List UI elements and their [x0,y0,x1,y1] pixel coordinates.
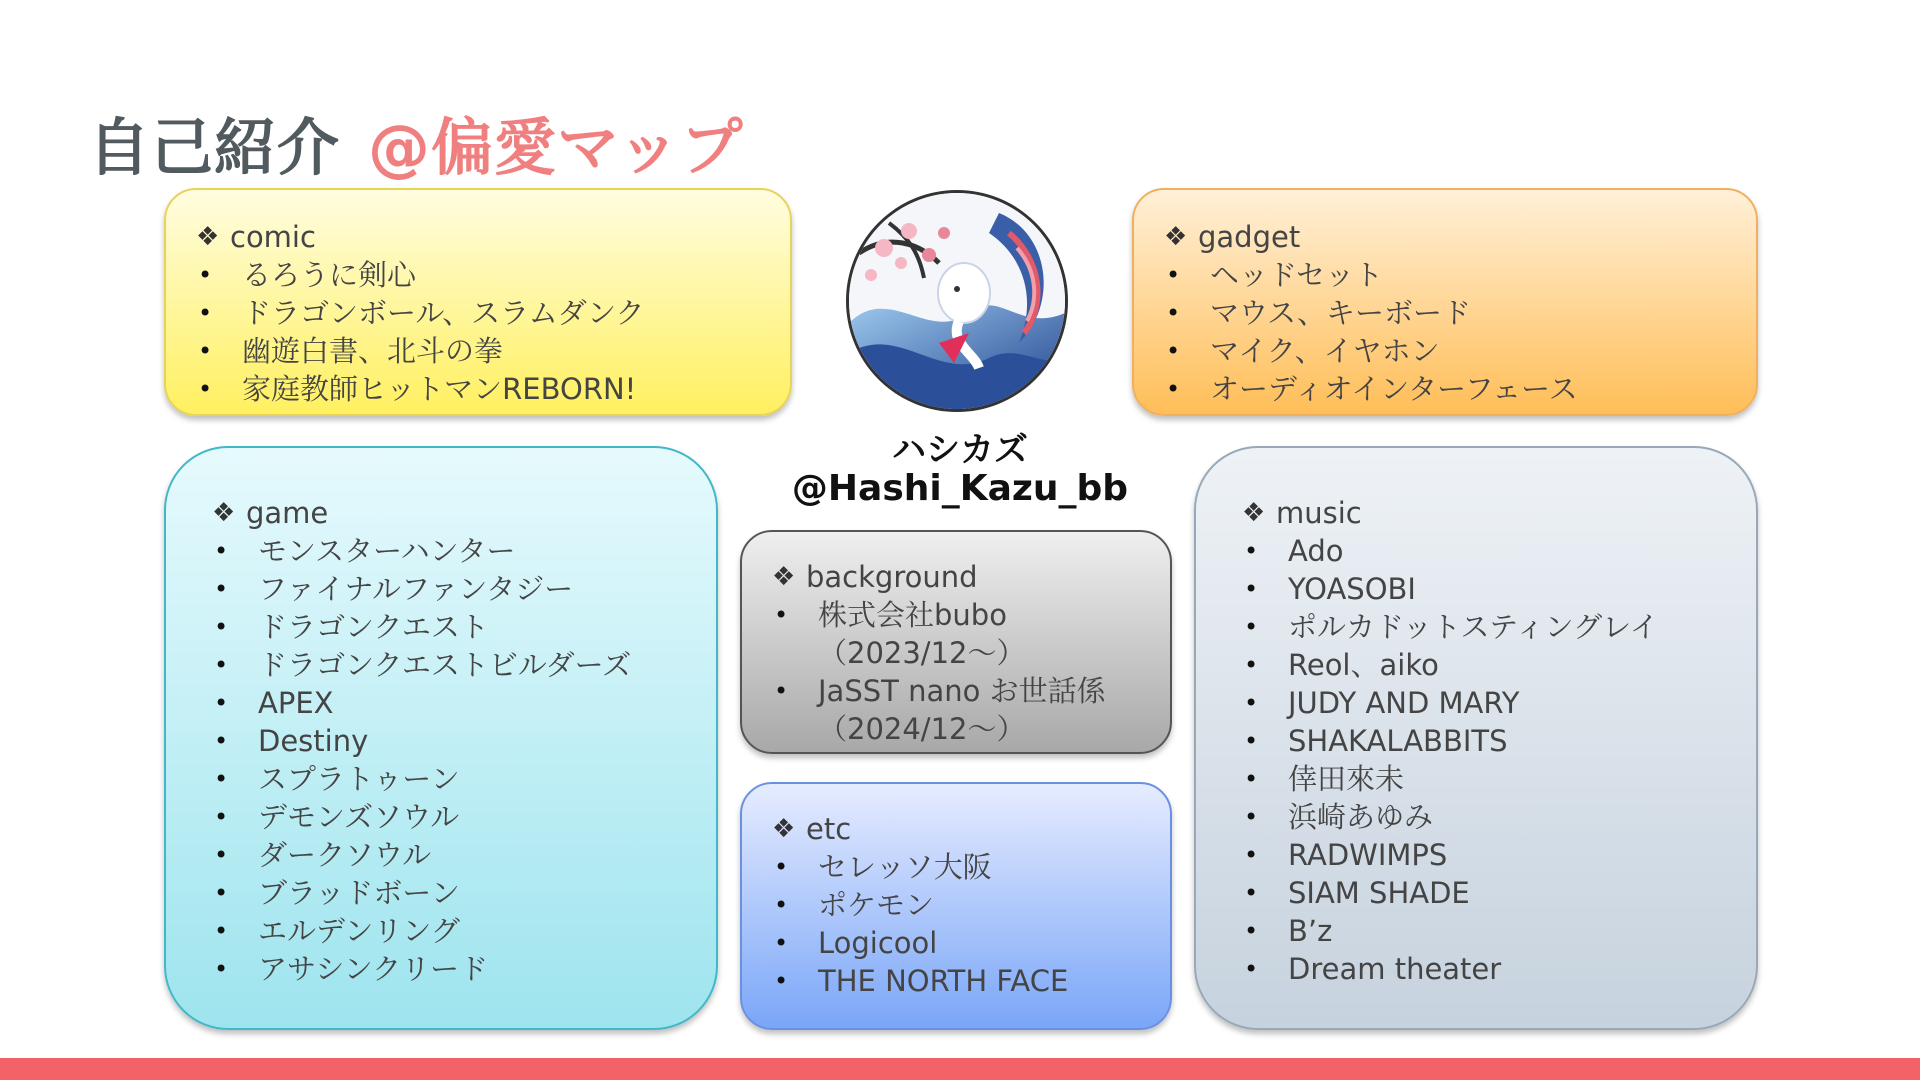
bullet-icon: • [214,879,229,907]
bullet-icon: • [198,299,213,327]
list-item-text: RADWIMPS [1288,838,1448,872]
title-main: 自己紹介 [88,111,341,184]
list-item [772,848,1170,886]
bullet-icon: • [774,677,789,705]
comic-list [196,256,790,408]
footer-bar [0,1058,1920,1080]
bullet-icon: • [1166,299,1181,327]
bullet-icon: • [774,601,789,629]
list-item-text: 株式会社bubo （2023/12～） [818,598,1026,670]
list-item [1242,722,1756,760]
background-heading-label: background [806,560,978,594]
bullet-icon: • [774,967,789,995]
bullet-icon: • [1244,689,1259,717]
list-item [772,672,1170,748]
bullet-icon: • [214,537,229,565]
list-item-text: マイク、イヤホン [1210,334,1440,368]
bullet-icon: • [1244,955,1259,983]
list-item-text: 浜崎あゆみ [1288,800,1434,834]
gadget-list [1164,256,1756,408]
bullet-icon: • [198,375,213,403]
bullet-icon: • [1166,375,1181,403]
list-item [1242,836,1756,874]
bullet-icon: • [1166,261,1181,289]
list-item [1164,332,1756,370]
list-item [212,760,716,798]
comic-heading-label: comic [230,220,316,254]
gadget-box [1132,188,1758,416]
list-item [212,836,716,874]
bullet-icon: • [1244,879,1259,907]
list-item-text: ブラッドボーン [258,876,460,910]
list-item [1242,608,1756,646]
list-item-text: るろうに剣心 [242,258,417,292]
list-item-text: JaSST nano お世話係 （2024/12～） [818,674,1106,746]
background-heading [772,558,1170,596]
bullet-icon: • [1244,765,1259,793]
bullet-icon: • [214,955,229,983]
list-item-text: YOASOBI [1288,572,1416,606]
list-item-text: 倖田來未 [1288,762,1405,796]
bullet-icon: • [774,929,789,957]
bullet-icon: • [214,765,229,793]
gadget-heading [1164,218,1756,256]
list-item-text: ヘッドセット [1210,258,1384,292]
diamond-bullet-icon: ❖ [1164,222,1188,252]
bullet-icon: • [214,651,229,679]
list-item [212,684,716,722]
list-item [1242,570,1756,608]
bullet-icon: • [1244,613,1259,641]
list-item [1242,798,1756,836]
list-item [1242,950,1756,988]
background-box [740,530,1172,754]
wave-koi-sakura-icon [849,193,1065,409]
list-item [1164,256,1756,294]
bullet-icon: • [774,891,789,919]
bullet-icon: • [198,261,213,289]
list-item [772,924,1170,962]
list-item-text: アサシンクリード [258,952,489,986]
game-heading-label: game [246,496,329,530]
list-item-text: 家庭教師ヒットマンREBORN! [242,372,637,406]
comic-heading [196,218,790,256]
list-item-text: セレッソ大阪 [818,850,992,884]
bullet-icon: • [214,917,229,945]
bullet-icon: • [214,841,229,869]
list-item-text: Dream theater [1288,952,1502,986]
list-item-text: ドラゴンボール、スラムダンク [242,296,645,330]
music-box [1194,446,1758,1030]
list-item-text: APEX [258,686,334,720]
bullet-icon: • [1244,537,1259,565]
diamond-bullet-icon: ❖ [212,498,236,528]
list-item-text: Reol、aiko [1288,648,1439,682]
list-item [212,722,716,760]
list-item [1242,532,1756,570]
list-item [1242,874,1756,912]
list-item-text: モンスターハンター [258,534,516,568]
list-item-text: 幽遊白書、北斗の拳 [242,334,504,368]
list-item [196,256,790,294]
game-box [164,446,718,1030]
list-item-text: Logicool [818,926,938,960]
list-item [772,596,1170,672]
list-item [772,962,1170,1000]
list-item [212,608,716,646]
etc-heading-label: etc [806,812,852,846]
list-item [1242,684,1756,722]
bullet-icon: • [214,613,229,641]
gadget-heading-label: gadget [1198,220,1301,254]
list-item-text: ドラゴンクエストビルダーズ [258,648,632,682]
list-item-text: ポルカドットスティングレイ [1288,610,1659,644]
list-item-text: SHAKALABBITS [1288,724,1508,758]
etc-heading [772,810,1170,848]
diamond-bullet-icon: ❖ [1242,498,1266,528]
list-item-text: Ado [1288,534,1344,568]
list-item [212,798,716,836]
list-item [212,570,716,608]
list-item-text: ドラゴンクエスト [258,610,489,644]
list-item-text: ファイナルファンタジー [258,572,574,606]
etc-box [740,782,1172,1030]
list-item-text: エルデンリング [258,914,460,948]
diamond-bullet-icon: ❖ [772,562,796,592]
etc-list [772,848,1170,1000]
bullet-icon: • [774,853,789,881]
bullet-icon: • [1244,651,1259,679]
list-item [1242,912,1756,950]
bullet-icon: • [198,337,213,365]
list-item [212,912,716,950]
avatar [846,190,1068,412]
list-item [1242,646,1756,684]
list-item [212,646,716,684]
diamond-bullet-icon: ❖ [196,222,220,252]
list-item-text: ポケモン [818,888,935,922]
list-item-text: THE NORTH FACE [818,964,1069,998]
diamond-bullet-icon: ❖ [772,814,796,844]
bullet-icon: • [1244,917,1259,945]
list-item [1242,760,1756,798]
list-item [1164,370,1756,408]
music-list [1242,532,1756,988]
profile-name: ハシカズ [892,430,1028,470]
list-item [196,370,790,408]
background-list [772,596,1170,748]
list-item [212,950,716,988]
list-item [1164,294,1756,332]
list-item [212,532,716,570]
bullet-icon: • [214,803,229,831]
music-heading [1242,494,1756,532]
slide-title [88,98,744,187]
list-item-text: SIAM SHADE [1288,876,1470,910]
list-item [196,294,790,332]
game-heading [212,494,716,532]
bullet-icon: • [214,575,229,603]
list-item-text: オーディオインターフェース [1210,372,1578,406]
comic-box [164,188,792,416]
list-item-text: スプラトゥーン [258,762,460,796]
list-item-text: マウス、キーボード [1210,296,1472,330]
bullet-icon: • [1166,337,1181,365]
profile-handle: @Hashi_Kazu_bb [791,468,1129,509]
bullet-icon: • [214,727,229,755]
list-item-text: JUDY AND MARY [1288,686,1520,720]
bullet-icon: • [1244,841,1259,869]
bullet-icon: • [1244,727,1259,755]
music-heading-label: music [1276,496,1362,530]
bullet-icon: • [1244,803,1259,831]
list-item [196,332,790,370]
list-item [772,886,1170,924]
list-item-text: B’z [1288,914,1333,948]
list-item-text: デモンズソウル [258,800,460,834]
title-accent: @偏愛マップ [368,111,744,184]
list-item-text: Destiny [258,724,369,758]
game-list [212,532,716,988]
bullet-icon: • [1244,575,1259,603]
list-item-text: ダークソウル [258,838,432,872]
list-item [212,874,716,912]
bullet-icon: • [214,689,229,717]
